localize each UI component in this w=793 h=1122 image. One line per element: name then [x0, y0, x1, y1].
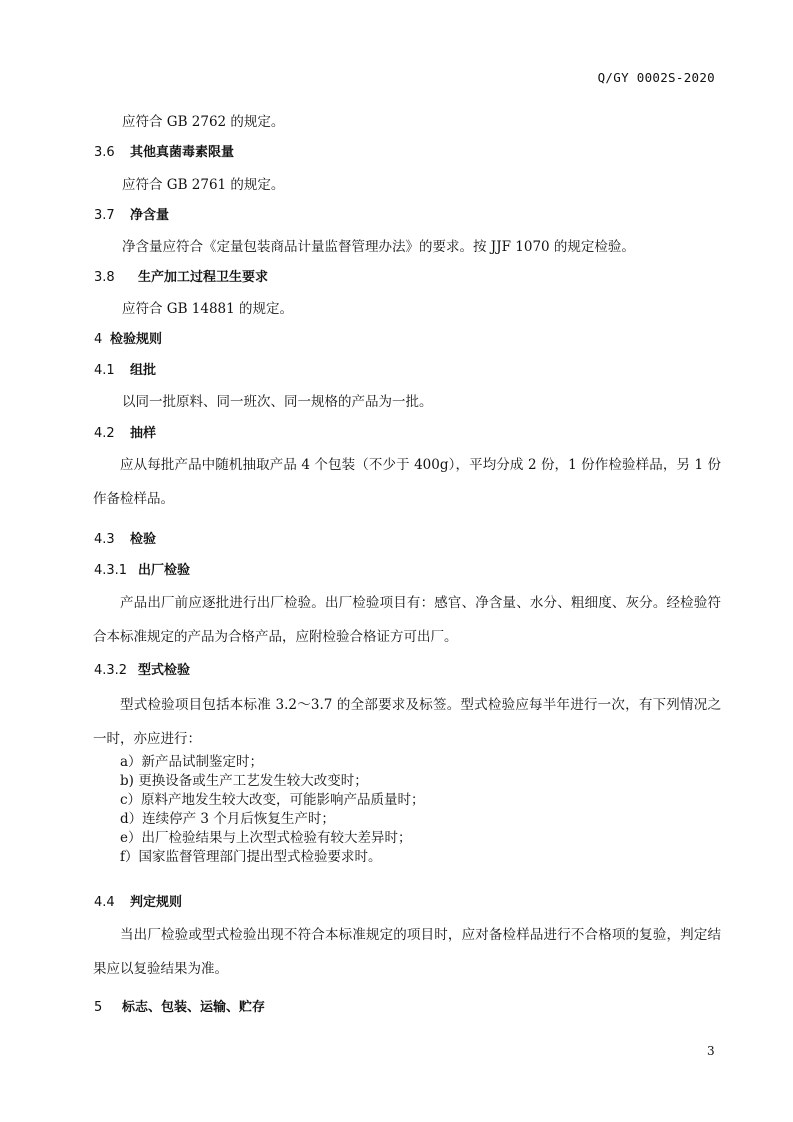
section-title: 生产加工过程卫生要求	[138, 270, 269, 285]
section-3-7-body: 净含量应符合《定量包装商品计量监督管理办法》的要求。按 JJF 1070 的规定检验。	[122, 239, 635, 255]
section-4-3-1-body: 产品出厂前应逐批进行出厂检验。出厂检验项目有：感官、净含量、水分、粗细度、灰分。经检验符合本标准规定的产品为合格产品，应附检验合格证方可出厂。	[93, 595, 721, 645]
section-number: 4.3.2	[94, 663, 128, 678]
section-4-heading	[94, 328, 162, 347]
section-number: 4.4	[94, 895, 115, 910]
section-number: 4.3	[94, 532, 115, 547]
list-item: a）新产品试制鉴定时；	[120, 754, 264, 770]
section-number: 5	[94, 1000, 103, 1015]
section-title: 净含量	[130, 208, 170, 223]
section-4-4-body: 当出厂检验或型式检验出现不符合本标准规定的项目时，应对备检样品进行不合格项的复验，判定结果应以复验结果为准。	[93, 927, 721, 977]
section-number: 4	[94, 332, 103, 347]
section-4-3-2-heading	[94, 659, 190, 678]
section-number: 4.2	[94, 426, 115, 441]
document-code: Q/GY 0002S-2020	[597, 70, 715, 85]
section-3-8-heading	[94, 266, 268, 285]
section-title: 型式检验	[138, 663, 191, 678]
section-number: 3.8	[94, 270, 115, 285]
page-number: 3	[707, 1044, 715, 1058]
section-3-6-body: 应符合 GB 2761 的规定。	[122, 177, 285, 193]
section-4-3-1-heading	[94, 559, 190, 578]
section-4-2-heading	[94, 422, 156, 441]
section-number: 4.3.1	[94, 563, 128, 578]
section-4-1-heading	[94, 359, 156, 378]
section-3-8-body: 应符合 GB 14881 的规定。	[122, 301, 294, 317]
section-title: 判定规则	[130, 895, 183, 910]
list-item: e）出厂检验结果与上次型式检验有较大差异时；	[120, 830, 412, 846]
section-number: 3.6	[94, 145, 115, 160]
section-title: 其他真菌毒素限量	[130, 145, 235, 160]
section-3-5-body: 应符合 GB 2762 的规定。	[122, 114, 285, 130]
section-title: 出厂检验	[138, 563, 191, 578]
inspection-conditions-list	[120, 753, 425, 867]
section-title: 抽样	[130, 426, 157, 441]
list-item: b) 更换设备或生产工艺发生较大改变时；	[120, 773, 368, 789]
section-4-3-heading	[94, 528, 156, 547]
section-title: 组批	[130, 363, 157, 378]
section-title: 检验规则	[110, 332, 163, 347]
section-number: 4.1	[94, 363, 115, 378]
section-4-1-body: 以同一批原料、同一班次、同一规格的产品为一批。	[122, 394, 433, 410]
list-item: c）原料产地发生较大改变，可能影响产品质量时；	[120, 792, 425, 808]
section-title: 标志、包装、运输、贮存	[122, 1000, 266, 1015]
section-number: 3.7	[94, 208, 115, 223]
section-3-6-heading	[94, 141, 234, 160]
section-4-3-2-body: 型式检验项目包括本标准 3.2～3.7 的全部要求及标签。型式检验应每半年进行一次，有下列情况之一时，亦应进行：	[93, 697, 721, 747]
list-item: d）连续停产 3 个月后恢复生产时；	[120, 811, 335, 827]
section-4-4-heading	[94, 891, 182, 910]
list-item: f）国家监督管理部门提出型式检验要求时。	[120, 849, 382, 865]
section-5-heading	[94, 996, 265, 1015]
section-4-2-body: 应从每批产品中随机抽取产品 4 个包装（不少于 400g），平均分成 2 份，1 份作检验样品，另 1 份作备检样品。	[93, 457, 721, 507]
section-3-7-heading	[94, 204, 169, 223]
section-title: 检验	[130, 532, 157, 547]
